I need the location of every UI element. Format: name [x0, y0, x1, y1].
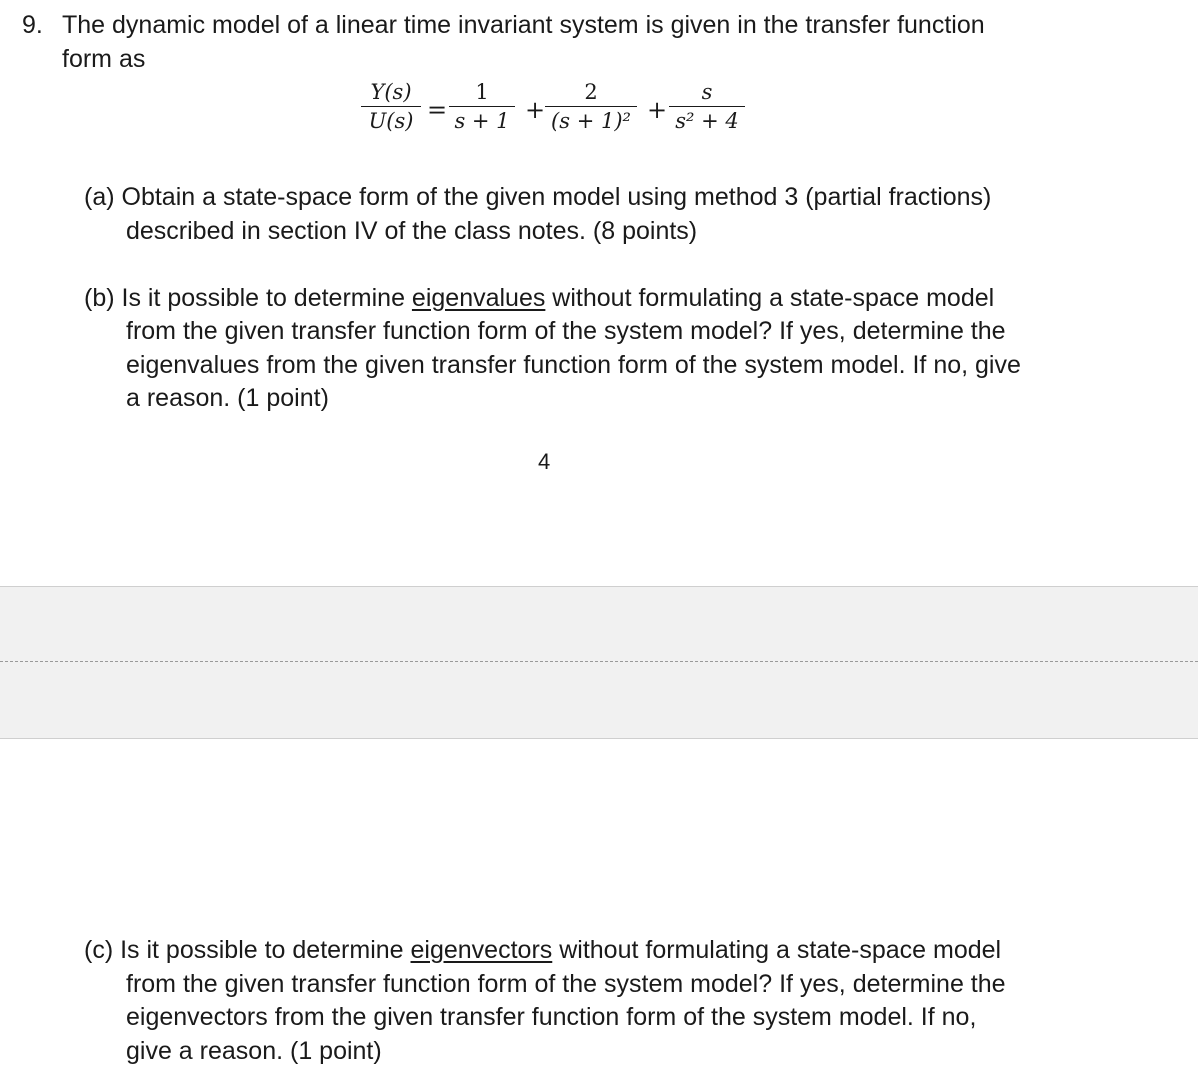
term-1-denominator: s + 1: [454, 109, 510, 133]
page-number: 4: [538, 449, 551, 474]
part-c-line-1: (c) Is it possible to determine eigenvectors without formulating a state-space model: [84, 936, 1002, 964]
term-1-fraction: [449, 78, 515, 135]
term-3-fraction: [669, 78, 745, 135]
question-number: 9.: [22, 11, 43, 39]
term-3-denominator: s² + 4: [675, 109, 739, 133]
term-2-fraction: [545, 78, 637, 135]
page-break-top: [0, 586, 1198, 662]
term-2-numerator: 2: [584, 80, 598, 104]
question-intro-line-1: The dynamic model of a linear time invariant system is given in the transfer function: [62, 11, 985, 39]
part-c-line-3: eigenvectors from the given transfer function form of the system model. If no,: [126, 1003, 977, 1031]
part-a-line-1: (a) Obtain a state-space form of the given model using method 3 (partial fractions): [84, 183, 992, 211]
plus-sign-2: +: [647, 96, 668, 124]
part-c-line-2: from the given transfer function form of the system model? If yes, determine the: [126, 970, 1006, 998]
term-1-numerator: 1: [475, 80, 489, 104]
lhs-denominator: U(s): [368, 109, 414, 133]
transfer-function-equation: [355, 76, 755, 148]
part-b-line-4: a reason. (1 point): [126, 384, 329, 412]
equals-sign: =: [427, 96, 448, 124]
lhs-numerator: Y(s): [370, 80, 412, 104]
part-c-line-4: give a reason. (1 point): [126, 1037, 382, 1065]
lhs-fraction: [361, 78, 421, 135]
term-3-numerator: s: [701, 80, 713, 104]
part-b-line-1: (b) Is it possible to determine eigenvalues without formulating a state-space model: [84, 284, 995, 312]
eigenvalues-term: eigenvalues: [411, 284, 546, 312]
question-intro-line-2: form as: [62, 45, 146, 73]
part-b-line-3: eigenvalues from the given transfer function form of the system model. If no, give: [126, 351, 1021, 379]
part-a-line-2: described in section IV of the class notes. (8 points): [126, 217, 698, 245]
eigenvectors-term: eigenvectors: [410, 936, 553, 964]
term-2-denominator: (s + 1)²: [551, 109, 631, 133]
part-b-line-2: from the given transfer function form of the system model? If yes, determine the: [126, 317, 1006, 345]
page-break-bottom: [0, 662, 1198, 739]
plus-sign-1: +: [525, 96, 546, 124]
